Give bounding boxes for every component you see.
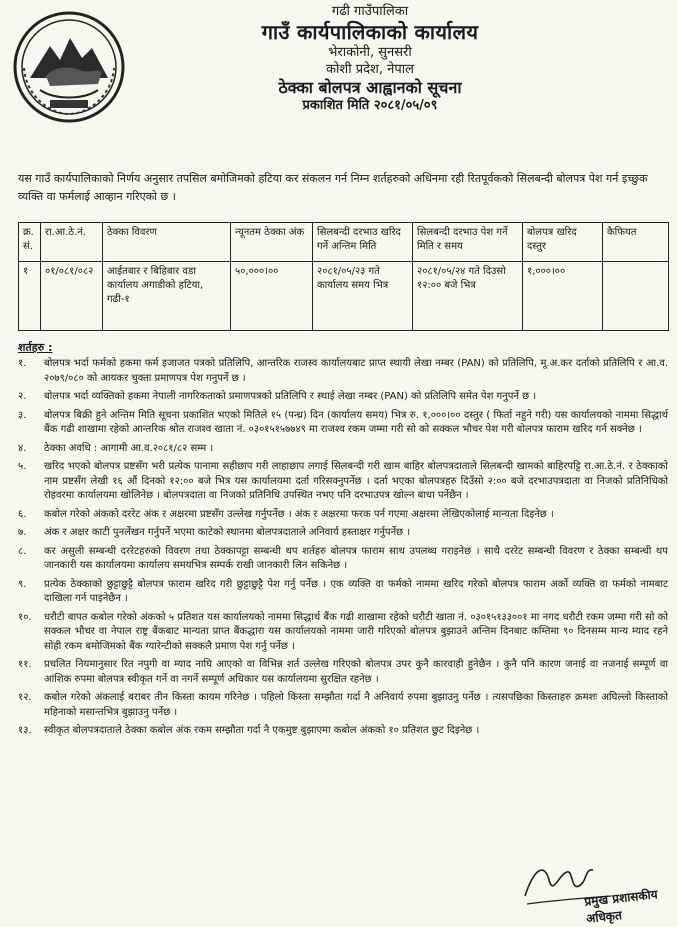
table-header-row	[19, 223, 669, 262]
conditions-list	[18, 357, 668, 739]
condition-text: प्रत्येक ठेक्काको छुट्टाछुट्टै बोलपत्र फाराम खरिद गरी छुट्टाछुट्टै पेश गर्नु पर्नेछ । एक व्यक्ति वा फर्मको नाममा खरिद गरेको बोलपत्र फाराम अर्को व्यक्ति वा फर्मको नामबाट दाखिला गर्न पाइनेछैन ।	[44, 578, 668, 604]
office-title: गाउँ कार्यपालिकाको कार्यालय	[261, 20, 479, 45]
cell-contract-number: ०१/०८१/०८२	[41, 262, 103, 331]
condition-text: धरौटी बापत कबोल गरेको अंकको ५ प्रतिशत यस कार्यालयको नाममा सिद्धार्थ बैंक गढी शाखामा रहेको धरौटी खाता नं. ०३०१५१३३००१ मा नगद धरौटी रकम जम्मा गरी सो को सक्कल भौचर वा नेपाल राष्ट्र बैंकबाट मान्यता प्राप्त बैंकद्धारा यस कार्यालयको नाममा जारी गरिएको बोलपत्र बुझाउने अन्तिम दिनबाट कम्तिमा ९० दिनसम्म मान्य म्याद रहने सोही रकम बमोजिमको बैंक ग्यारेन्टीको सक्कलै प्रमाण पेश गर्नु पर्नेछ ।	[44, 611, 668, 652]
cell-purchase-fee: १,०००।००	[523, 262, 603, 331]
condition-number: २.	[18, 391, 27, 402]
condition-text: बोलपत्र बिक्री हुने अन्तिम मिति सूचना प्रकाशित भएको मितिले १५ (पन्ध्र) दिन (कार्यालय समय) भित्र रु. १,०००।०० दस्तुर ( फिर्ता नहुने गरी) यस कार्यालयको नाममा सिद्धार्थ बैंक गढी शाखामा रहेको आन्तरिक श्रोत राजश्व खाता नं. ०३०१५१५७७४९ मा राजश्व रकम जम्मा गरी सो को सक्कल भौचर पेश गरी बोलपत्र फाराम खरिद गर्न सक्नेछ ।	[44, 409, 668, 435]
notice-title: ठेक्का बोलपत्र आह्वानको सूचना	[278, 77, 462, 97]
condition-number: ७.	[18, 527, 27, 538]
intro-paragraph: यस गाउँ कार्यपालिकाको निर्णय अनुसार तपसिल बमोजिमको हटिया कर संकलन गर्न निम्न शर्तहरुको अधिनमा रही रितपूर्वकको सिलबन्दी बोलपत्र पेश गर्न इच्छुक व्यक्ति वा फर्मलाई आव्हान गरिएको छ ।	[18, 172, 648, 203]
list-item	[18, 691, 668, 720]
cell-serial: १	[19, 262, 41, 331]
cell-remarks	[603, 262, 669, 331]
list-item	[18, 724, 668, 739]
condition-number: ५.	[18, 461, 27, 472]
header-purchase-fee: बोलपत्र खरिद दस्तुर	[523, 223, 603, 262]
condition-number: ६.	[18, 508, 27, 520]
condition-number: ९.	[18, 578, 27, 590]
condition-number: १२.	[18, 692, 32, 703]
list-item	[18, 611, 668, 655]
condition-text: बोलपत्र भर्दा फर्मको हकमा फर्म इजाजत पत्रको प्रतिलिपि, आन्तरिक राजस्व कार्यालयबाट प्राप्त स्थायी लेखा नम्बर (PAN) को प्रतिलिपि, मू.अ.कर दर्ताको प्रतिलिपि र आ.व. २०७९/०८० को आयकर चुक्ता प्रमाणपत्र पेश गनुपर्ने छ ।	[44, 358, 668, 384]
published-date: प्रकाशित मिति २०८१/०५/०९	[302, 97, 438, 113]
list-item	[18, 578, 668, 607]
cell-submission-deadline: २०८१/०५/२४ गते दिउसो १२:०० बजे भित्र	[413, 262, 523, 331]
list-item	[18, 545, 668, 574]
condition-number: ८.	[18, 545, 27, 557]
list-item	[18, 357, 668, 386]
condition-text: कबोल गरेको अंकलाई बराबर तीन किस्ता कायम गरिनेछ । पहिलो किस्ता सम्झौता गर्दा नै अनिवार्य रुपमा बुझाउनु पर्नेछ । त्यसपछिका किस्ताहरु क्रमशः अघिल्लो किस्ताको महिनाको मसान्तभित्र बुझाउनु पर्नेछ ।	[44, 692, 668, 718]
condition-text: कबोल गरेको अंकको दररेट अंक र अक्षरमा प्रष्टसँग उल्लेख गर्नुपर्नेछ । अंक र अक्षरमा फरक पर्न गएमा अक्षरमा लेखिएकोलाई मान्यता दिइनेछ ।	[44, 508, 554, 520]
list-item	[18, 460, 668, 504]
header-purchase-deadline: सिलबन्दी दरभाउ खरिद गर्ने अन्तिम मिति	[313, 223, 413, 262]
header-contract-detail: ठेक्का विवरण	[103, 223, 231, 262]
header-serial: क्र. सं.	[19, 223, 41, 262]
header-contract-number: रा.आ.ठे.नं.	[41, 223, 103, 262]
condition-text: कर असुली सम्बन्धी दररेटहरुको विवरण तथा ठेक्कापट्टा सम्बन्धी थप शर्तहरु बोलपत्र फाराम साथ उपलब्ध गराइनेछ । साथै दररेट सम्बन्धी विवरण र ठेक्का सम्बन्धी थप जानकारी यस कार्यालयमा कार्यालय समयभित्र सम्पर्क राखी जानकारी लिन सकिनेछ ।	[44, 545, 668, 571]
condition-number: ११.	[18, 659, 32, 670]
condition-number: ४.	[18, 442, 27, 454]
condition-number: १.	[18, 358, 27, 369]
list-item	[18, 390, 668, 405]
conditions-title: शर्तहरु :	[18, 341, 53, 354]
header-submission-deadline: सिलबन्दी दरभाउ पेश गर्ने मिति र समय	[413, 223, 523, 262]
list-item	[18, 409, 668, 438]
list-item	[18, 658, 668, 687]
cell-contract-detail: आईतबार र बिहिबार वडा कार्यालय अगाडीको हटिया, गढी-१	[103, 262, 231, 331]
tender-table	[18, 222, 669, 331]
conditions-section	[18, 340, 668, 743]
condition-number: १३.	[18, 725, 32, 736]
condition-text: अंक र अक्षर काटी पुनर्लेखन गर्नुपर्ने भएमा काटेको स्थानमा बोलपत्रदाताले अनिवार्य हस्ताक्षर गर्नुपर्नेछ ।	[44, 527, 411, 538]
cell-minimum-amount: ५०,०००।००	[231, 262, 313, 331]
list-item	[18, 508, 668, 523]
condition-text: ठेक्का अवधि : आगामी आ.व.२०८१/८२ सम्म ।	[44, 442, 214, 454]
list-item	[18, 442, 668, 457]
province-country: कोशी प्रदेश, नेपाल	[326, 61, 414, 77]
condition-text: प्रचलित नियमानुसार रित नपुगी वा म्याद नाघि आएको वा विभिन्न शर्त उल्लेख गरिएको बोलपत्र उपर कुनै कारवाही हुनेछैन । कुनै पनि कारण जनाई वा नजनाई सम्पूर्ण वा आंशिक रुपमा बोलपत्र स्वीकृत गर्ने वा नगर्ने सम्पूर्ण अधिकार यस कार्यालयमा सुरक्षित रहनेछ ।	[44, 659, 668, 685]
municipality-name: गढी गाउँपालिका	[331, 4, 409, 19]
header-minimum-amount: न्यूनतम ठेक्का अंक	[231, 223, 313, 262]
office-address: भेराकोनी, सुनसरी	[328, 45, 412, 61]
header-remarks: कैफियत	[603, 223, 669, 262]
cell-purchase-deadline: २०८१/०५/२३ गते कार्यालय समय भित्र	[313, 262, 413, 331]
signatory-title: प्रमुख प्रशासकीय अधिकृत	[583, 887, 659, 926]
condition-number: ३.	[18, 409, 27, 421]
condition-text: खरिद भएको बोलपत्र प्रष्टसँग भरी प्रत्येक पानामा सहीछाप गरी लाहाछाप लगाई सिलबन्दी गरी खाम बाहिर बोलपत्रदाताले सिलबन्दी खामको बाहिरपट्टि रा.आ.ठे.नं. र ठेक्काको नाम प्रष्टसँग लेखी १६ औं दिनको १२:०० बजे भित्र यस कार्यालयमा दर्ता गरिसक्नुपर्नेछ । दर्ता भएका बोलपत्रहरु दिउँसो २:०० बजे दरभाउपत्रदाता वा निजको प्रतिनिधिको रोहवरमा कार्यालयमा खोलिनेछ । बोलपत्रदाता वा निजको प्रतिनिधि उपस्थित नभए पनि दरभाउपत्र खोल्न बाधा पर्नेछैन ।	[44, 461, 668, 501]
government-emblem-icon	[10, 8, 128, 126]
condition-text: स्वीकृत बोलपत्रदाताले ठेक्का कबोल अंक रकम सम्झौता गर्दा नै एकमुष्ट बुझाएमा कबोल अंकको १० प्रतिशत छुट दिइनेछ ।	[44, 725, 480, 736]
condition-number: १०.	[18, 611, 32, 623]
table-row	[19, 262, 669, 331]
document-header	[150, 2, 590, 114]
list-item	[18, 526, 668, 541]
condition-text: बोलपत्र भर्दा व्यक्तिको हकमा नेपाली नागरिकताको प्रमाणपत्रको प्रतिलिपि र स्थाई लेखा नम्बर (PAN) को प्रतिलिपि समेत पेश गनुपर्ने छ ।	[44, 391, 537, 402]
